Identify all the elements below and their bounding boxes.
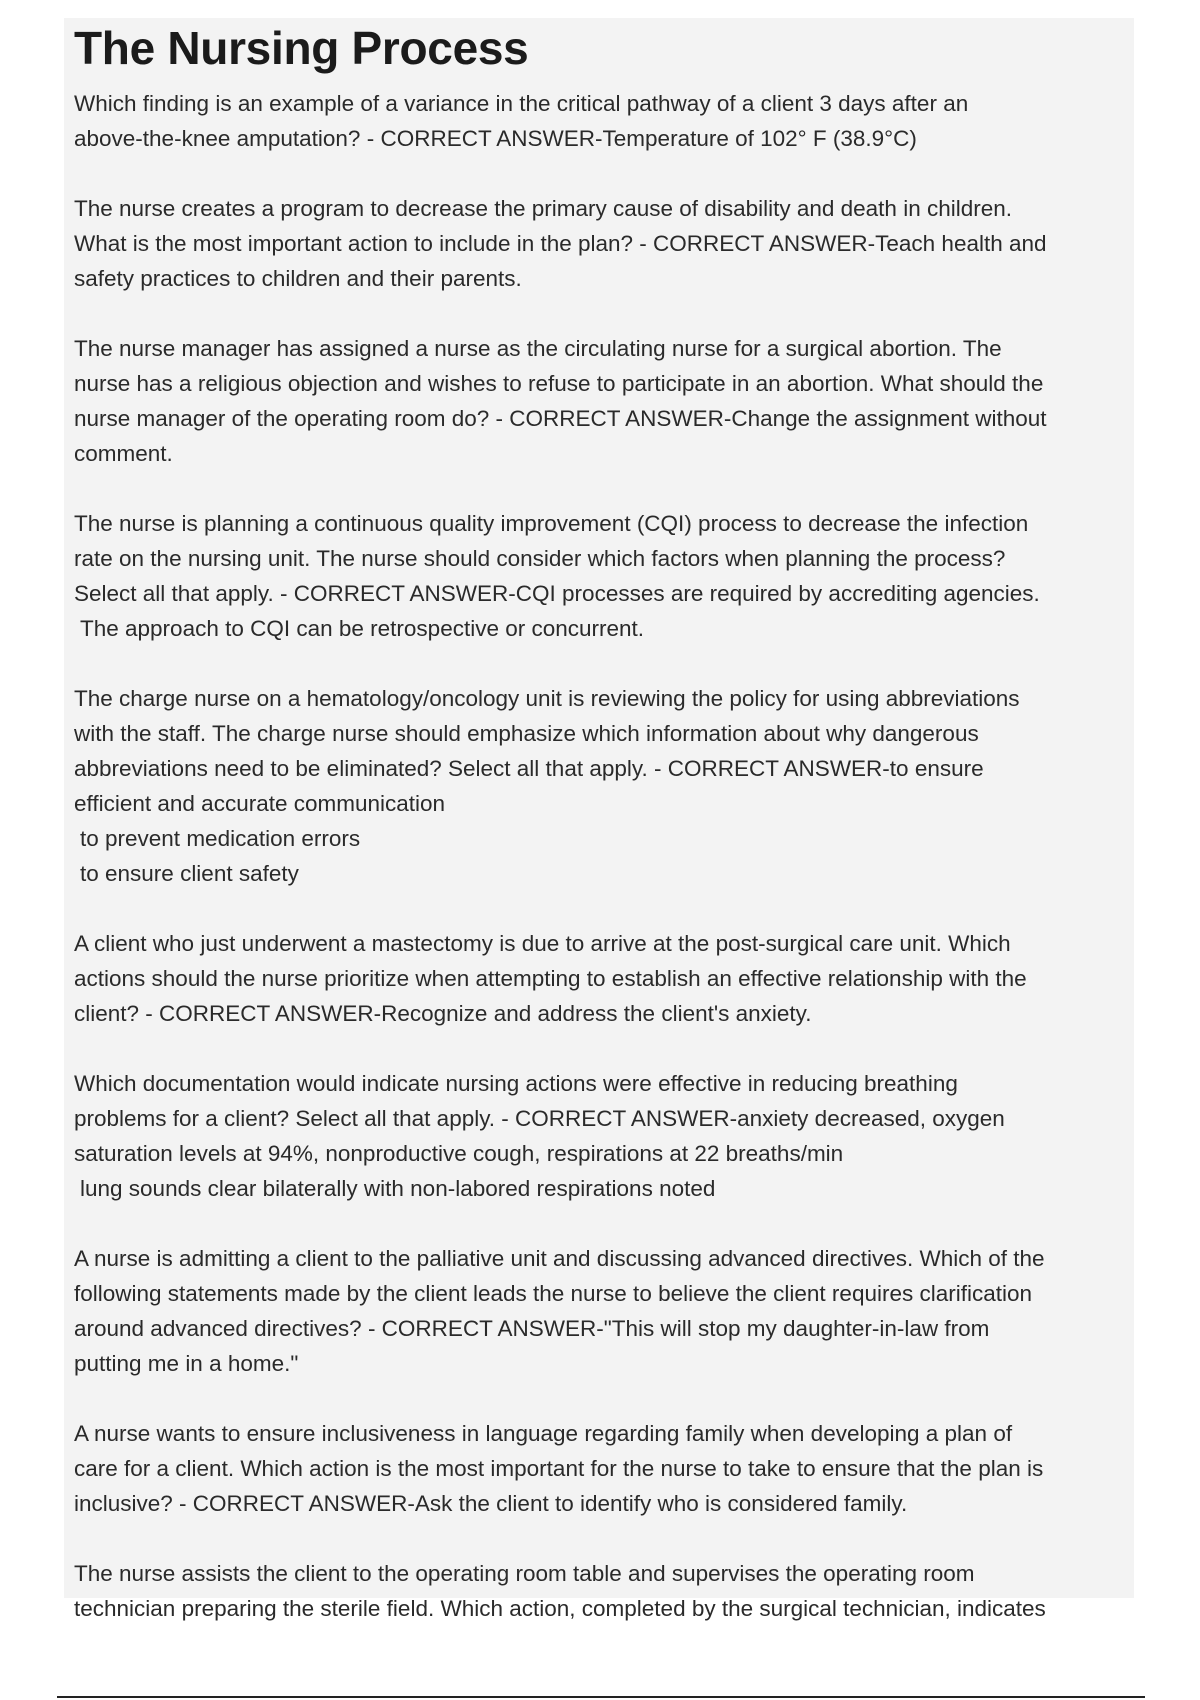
qa-line: Select all that apply. - CORRECT ANSWER-CQI processes are required by accrediting agencies. [74, 581, 1040, 606]
qa-item [74, 1416, 1136, 1521]
qa-line: What is the most important action to include in the plan? - CORRECT ANSWER-Teach health and [74, 231, 1047, 256]
qa-line: nurse manager of the operating room do? - CORRECT ANSWER-Change the assignment without [74, 406, 1047, 431]
qa-line: abbreviations need to be eliminated? Select all that apply. - CORRECT ANSWER-to ensure [74, 756, 984, 781]
qa-line: comment. [74, 441, 173, 466]
qa-line: The charge nurse on a hematology/oncology unit is reviewing the policy for using abbreviations [74, 686, 1020, 711]
qa-line: safety practices to children and their parents. [74, 266, 522, 291]
qa-line: A nurse is admitting a client to the palliative unit and discussing advanced directives. Which of the [74, 1246, 1045, 1271]
qa-line: Which documentation would indicate nursing actions were effective in reducing breathing [74, 1071, 958, 1096]
qa-line: with the staff. The charge nurse should emphasize which information about why dangerous [74, 721, 979, 746]
qa-line: The nurse creates a program to decrease the primary cause of disability and death in children. [74, 196, 1013, 221]
qa-line: following statements made by the client leads the nurse to believe the client requires clarification [74, 1281, 1033, 1306]
qa-item [74, 926, 1136, 1031]
qa-line: care for a client. Which action is the most important for the nurse to take to ensure that the plan is [74, 1456, 1044, 1481]
document-content [74, 22, 1136, 1661]
qa-item [74, 681, 1136, 891]
qa-line: inclusive? - CORRECT ANSWER-Ask the client to identify who is considered family. [74, 1491, 908, 1516]
qa-line: The nurse is planning a continuous quality improvement (CQI) process to decrease the infection [74, 511, 1029, 536]
qa-item [74, 86, 1136, 156]
qa-item [74, 1241, 1136, 1381]
qa-line: around advanced directives? - CORRECT ANSWER-"This will stop my daughter-in-law from [74, 1316, 990, 1341]
qa-line: client? - CORRECT ANSWER-Recognize and address the client's anxiety. [74, 1001, 812, 1026]
qa-line: A client who just underwent a mastectomy is due to arrive at the post-surgical care unit. Which [74, 931, 1011, 956]
qa-item [74, 331, 1136, 471]
qa-line: The nurse assists the client to the operating room table and supervises the operating room [74, 1561, 975, 1586]
qa-line: to prevent medication errors [80, 826, 361, 851]
qa-line: putting me in a home." [74, 1351, 299, 1376]
page-title: The Nursing Process [74, 22, 529, 74]
qa-line: saturation levels at 94%, nonproductive cough, respirations at 22 breaths/min [74, 1141, 844, 1166]
qa-line: technician preparing the sterile field. Which action, completed by the surgical technician, indicates [74, 1596, 1046, 1621]
qa-item [74, 1556, 1136, 1626]
qa-item [74, 506, 1136, 646]
qa-line: lung sounds clear bilaterally with non-labored respirations noted [80, 1176, 716, 1201]
qa-line: actions should the nurse prioritize when attempting to establish an effective relationship with the [74, 966, 1027, 991]
qa-line: nurse has a religious objection and wishes to refuse to participate in an abortion. What should the [74, 371, 1044, 396]
bottom-divider [57, 1696, 1145, 1698]
qa-line: above-the-knee amputation? - CORRECT ANSWER-Temperature of 102° F (38.9°C) [74, 126, 917, 151]
qa-line: A nurse wants to ensure inclusiveness in language regarding family when developing a plan of [74, 1421, 1013, 1446]
qa-item [74, 191, 1136, 296]
qa-line: The approach to CQI can be retrospective or concurrent. [80, 616, 645, 641]
qa-line: efficient and accurate communication [74, 791, 446, 816]
qa-line: rate on the nursing unit. The nurse should consider which factors when planning the process? [74, 546, 1006, 571]
qa-line: The nurse manager has assigned a nurse as the circulating nurse for a surgical abortion. The [74, 336, 1002, 361]
qa-item [74, 1066, 1136, 1206]
document-page [64, 18, 1134, 1621]
qa-line: Which finding is an example of a variance in the critical pathway of a client 3 days after an [74, 91, 969, 116]
qa-line: to ensure client safety [80, 861, 299, 886]
qa-line: problems for a client? Select all that apply. - CORRECT ANSWER-anxiety decreased, oxygen [74, 1106, 1005, 1131]
